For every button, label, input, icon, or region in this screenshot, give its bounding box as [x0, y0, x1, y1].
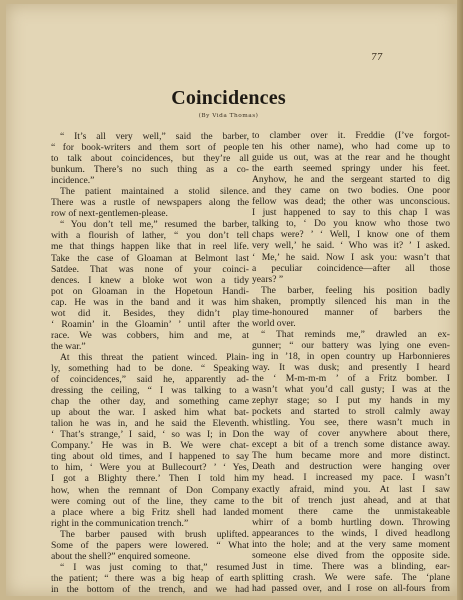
article-byline: (By Vida Thomas): [198, 113, 259, 119]
text-line: ‘ Me,’ he said. Now I ask you: wasn’t that: [252, 251, 450, 263]
text-line: guide us out, was at the rear and he thought: [252, 152, 450, 164]
text-line: wot did it. Besides, they didn’t play: [51, 307, 249, 319]
text-line: Death and destruction were hanging over: [252, 461, 450, 473]
text-line: years? ”: [252, 273, 284, 285]
text-line: very well,’ he said. ‘ Who was it? ’ I asked.: [252, 240, 450, 252]
text-line: up about the war. I asked him what bat-: [51, 407, 249, 419]
text-line: cap. He was in the band and it was him: [51, 296, 249, 308]
text-line: ting about old times, and I happened to say: [51, 451, 249, 463]
text-line: the earth seemed springy under his feet.: [252, 163, 450, 175]
text-line: shaken, promptly silenced his man in the: [252, 295, 450, 307]
text-line: ing in ’18, in open country up Harbonnieres: [252, 350, 450, 362]
text-line: into the hole; and at the very same moment: [252, 538, 450, 550]
text-line: how, when the remnant of Don Company: [51, 484, 249, 496]
magazine-page: [6, 4, 457, 596]
text-line: me that things happen like that in reel life.: [51, 241, 249, 253]
text-line: “ That reminds me,” drawled an ex-: [261, 328, 450, 340]
text-line: someone else dived from the opposite side.: [252, 549, 450, 561]
text-line: world over.: [252, 317, 296, 329]
text-line: way. It was dusk; and presently I heard: [252, 361, 450, 373]
article-title: Coincidences: [171, 87, 286, 109]
text-line: to talk about coincidences, but they’re all: [51, 153, 249, 165]
text-line: to him, ‘ Were you at Bullecourt? ’ ‘ Yes,: [51, 462, 249, 474]
text-line: ‘ Roamin’ in the Gloamin’ ’ until after the: [51, 318, 249, 330]
text-line: dences. I knew a bloke wot won a tidy: [51, 274, 249, 286]
text-line: time-honoured manner of barbers the: [252, 306, 450, 318]
text-line: exactly afraid, mind you. At last I saw: [252, 483, 450, 495]
text-line: whistling. You see, there wasn’t much in: [252, 417, 450, 429]
text-line: talking to, ‘ Do you know who those two: [252, 218, 450, 230]
text-line: splitting crash. We were safe. The ‘plane: [252, 571, 450, 583]
text-line: Take the case of Gloaman at Belmont last: [51, 252, 249, 264]
text-line: bunkum. There’s no such thing as a co-: [51, 164, 249, 176]
text-line: The hum became more and more distinct.: [252, 450, 450, 462]
text-line: fellow was dead; the other was unconscious.: [252, 196, 450, 208]
text-line: race. We was cobbers, him and me, at: [51, 329, 249, 341]
text-line: a place where a big Fritz shell had landed: [51, 506, 249, 518]
text-line: I got a Blighty there.’ Then I told him: [51, 473, 249, 485]
left-column: [51, 131, 249, 595]
text-line: to clamber over it. Freddie (I’ve forgot-: [252, 130, 450, 141]
text-line: had passed over, and I rose on all-fours from: [252, 582, 450, 594]
text-line: At this threat the patient winced. Plain-: [60, 351, 249, 363]
page-number: 77: [371, 53, 383, 63]
text-line: Satdee. That was none of your coinci-: [51, 263, 249, 275]
text-line: the way of cover anywhere about there,: [252, 428, 450, 440]
text-line: about the shell?” enquired someone.: [51, 550, 191, 562]
text-line: Anyhow, he and the sergeant started to dig: [252, 174, 450, 186]
text-line: Company.’ He was in B. We were chat-: [51, 440, 249, 452]
text-line: There was a rustle of newspapers along the: [51, 197, 249, 209]
text-line: chaps were? ’ ‘ Well, I know one of them: [252, 229, 450, 241]
page-edge-shadow: [457, 0, 463, 600]
text-line: ‘ That’s strange,’ I said, ‘ so was I; in Don: [51, 429, 249, 441]
text-line: wasn’t what you’d call gusty; I was at the: [252, 384, 450, 396]
text-line: appearances to the winds, I dived headlong: [252, 527, 450, 539]
text-line: The barber paused with brush uplifted.: [60, 528, 249, 540]
text-line: the ‘ M-m-m-m ’ of a Fritz bomber. I: [252, 373, 450, 385]
text-line: moment there came the unmistakeable: [252, 505, 450, 517]
text-line: “ I was just coming to that,” resumed: [60, 561, 249, 573]
text-line: “ You don’t tell me,” resumed the barber,: [60, 219, 249, 231]
text-line: were coming out of the line, they came to: [51, 495, 249, 507]
text-line: I just happened to say to this chap I was: [252, 207, 450, 219]
text-line: The patient maintained a stolid silence.: [60, 186, 249, 198]
text-line: of coincidences,” said he, apparently ad-: [51, 374, 249, 386]
text-line: gunner; “ our battery was lying one even-: [252, 339, 450, 351]
text-line: my head. I increased my pace. I wasn’t: [252, 472, 450, 484]
text-line: the bit of trench just ahead, and at that: [252, 494, 450, 506]
text-line: the war.”: [51, 340, 86, 352]
text-line: zephyr stage; so I put my hands in my: [252, 395, 450, 407]
text-line: incidence.”: [51, 175, 95, 187]
text-line: The barber, feeling his position badly: [261, 284, 450, 296]
text-line: pockets and started to stroll calmly away: [252, 406, 450, 418]
text-line: talion he was in, and he said the Eleventh.: [51, 418, 249, 430]
text-line: and they came on two bodies. One poor: [252, 185, 450, 197]
text-line: ly, something had to be done. “ Speaking: [51, 362, 249, 374]
text-line: a peculiar coincidence—after all those: [252, 262, 450, 274]
text-line: right in the communication trench.”: [51, 517, 189, 529]
text-line: “ It’s all very well,” said the barber,: [60, 131, 249, 142]
text-line: ten his other name), who had come up to: [252, 141, 450, 153]
text-line: with a flourish of lather, “ you don’t tell: [51, 230, 249, 242]
right-column: [252, 130, 450, 594]
text-line: except a bit of a trench some distance away.: [252, 439, 450, 451]
text-line: in the bottom of the trench, and we had: [51, 583, 249, 595]
text-line: pot on Gloaman in the Hopetoun Handi-: [51, 285, 249, 297]
text-line: dressing the ceiling, “ I was talking to a: [51, 385, 249, 397]
text-line: chap the other day, and something came: [51, 396, 249, 408]
text-line: Just in time. There was a blinding, ear-: [252, 560, 450, 572]
text-line: “ for book-writers and them sort of people: [51, 142, 249, 154]
text-line: row of next-gentlemen-please.: [51, 208, 168, 220]
text-line: whirr of a bomb hurtling down. Throwing: [252, 516, 450, 528]
text-line: Some of the papers were lowered. “ What: [51, 539, 249, 551]
text-line: the patient; “ there was a big heap of earth: [51, 572, 249, 584]
